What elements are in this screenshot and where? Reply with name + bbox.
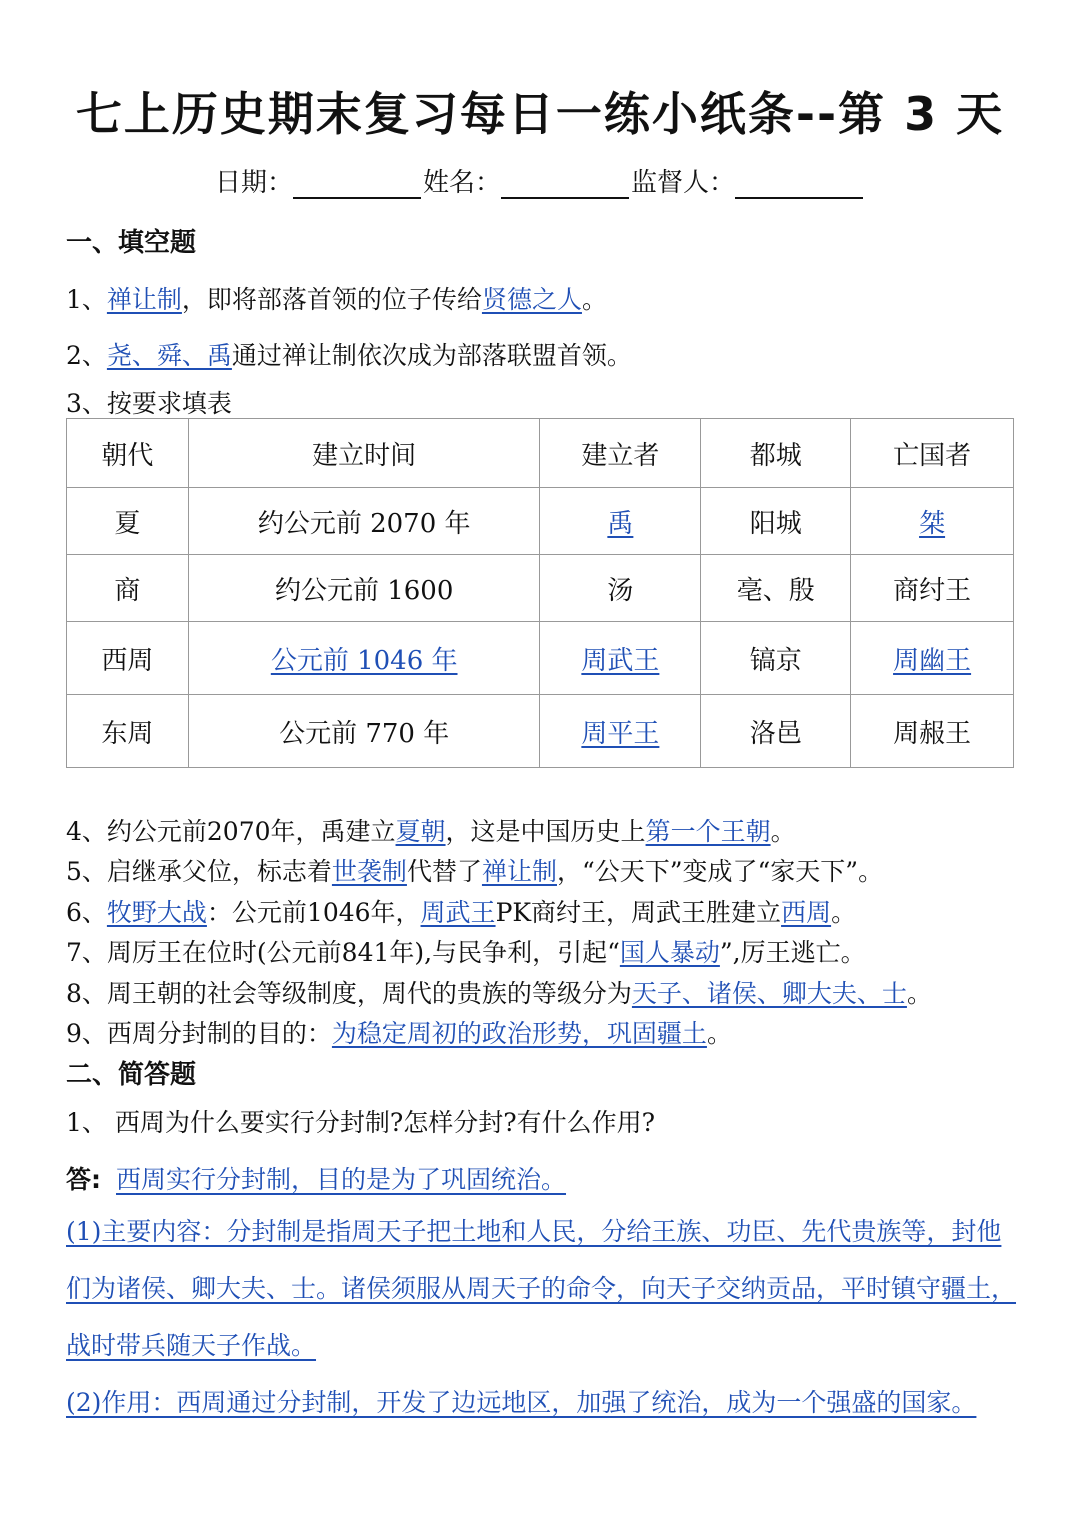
answer-text: 第一个王朝 xyxy=(645,817,771,846)
answer-label: 答: xyxy=(66,1165,101,1194)
question-2: 2、尧、舜、禹通过禅让制依次成为部落联盟首领。 xyxy=(66,341,632,370)
answer-text: 天子、诸侯、卿大夫、士 xyxy=(631,979,907,1008)
answer-text: 公元前 1046 年 xyxy=(270,645,458,676)
section-fill-blank-heading: 一、填空题 xyxy=(66,228,197,258)
table-cell: 约公元前 2070 年 xyxy=(188,488,540,555)
table-header: 朝代 xyxy=(67,419,189,488)
table-cell: 周赧王 xyxy=(851,695,1014,768)
table-cell: 商 xyxy=(67,555,189,622)
table-cell: 阳城 xyxy=(701,488,851,555)
answer-text: 禹 xyxy=(607,508,634,539)
question-3: 3、按要求填表 xyxy=(66,389,232,418)
table-cell: 洛邑 xyxy=(701,695,851,768)
dynasty-table xyxy=(66,418,1014,768)
question-6: 6、牧野大战：公元前1046年，周武王PK商纣王，周武王胜建立西周。 xyxy=(66,898,857,927)
answer-paragraph-2: (2)作用：西周通过分封制，开发了边远地区，加强了统治，成为一个强盛的国家。 xyxy=(66,1388,977,1417)
table-row xyxy=(67,695,1014,768)
table-cell xyxy=(851,622,1014,695)
question-1: 1、禅让制，即将部落首领的位子传给贤德之人。 xyxy=(66,285,607,314)
question-7: 7、周厉王在位时(公元前841年),与民争利，引起“国人暴动”,厉王逃亡。 xyxy=(66,938,866,967)
info-line xyxy=(0,162,1080,199)
answer-text: 周武王 xyxy=(581,645,660,676)
answer-paragraph-1: (1)主要内容：分封制是指周天子把土地和人民，分给王族、功臣、先代贵族等，封他们为诸侯、卿大夫、士。诸侯须服从周天子的命令，向天子交纳贡品，平时镇守疆土，战时带兵随天子作战。 xyxy=(66,1217,1017,1360)
table-cell xyxy=(188,622,540,695)
question-8: 8、周王朝的社会等级制度，周代的贵族的等级分为天子、诸侯、卿大夫、士。 xyxy=(66,979,932,1008)
answer-text: 禅让制 xyxy=(481,857,557,886)
answer-text: 牧野大战 xyxy=(106,898,207,927)
name-blank[interactable] xyxy=(501,169,629,199)
table-cell xyxy=(540,622,701,695)
page-title: 七上历史期末复习每日一练小纸条--第 3 天 xyxy=(75,87,1005,141)
table-cell: 亳、殷 xyxy=(701,555,851,622)
name-label: 姓名： xyxy=(422,168,501,198)
answer-text: 世袭制 xyxy=(331,857,407,886)
table-header: 建立者 xyxy=(540,419,701,488)
question-5: 5、启继承父位，标志着世袭制代替了禅让制，“公天下”变成了“家天下”。 xyxy=(66,857,884,886)
table-cell: 公元前 770 年 xyxy=(188,695,540,768)
table-header: 都城 xyxy=(701,419,851,488)
table-row xyxy=(67,488,1014,555)
table-cell: 东周 xyxy=(67,695,189,768)
answer-text: 禅让制 xyxy=(106,285,182,314)
supervisor-label: 监督人： xyxy=(631,168,736,198)
answer-line-1: 西周实行分封制，目的是为了巩固统治。 xyxy=(116,1165,567,1194)
short-question-1: 1、 西周为什么要实行分封制?怎样分封?有什么作用? xyxy=(66,1108,656,1137)
answer-text: 周平王 xyxy=(581,718,660,749)
question-9: 9、西周分封制的目的：为稳定周初的政治形势，巩固疆土。 xyxy=(66,1019,732,1048)
answer-text: 西周 xyxy=(781,898,832,927)
answer-text: 周幽王 xyxy=(893,645,972,676)
table-header-row xyxy=(67,419,1014,488)
table-cell: 西周 xyxy=(67,622,189,695)
answer-text: 为稳定周初的政治形势，巩固疆土 xyxy=(331,1019,707,1048)
answer-text: 夏朝 xyxy=(395,817,446,846)
question-4: 4、约公元前2070年，禹建立夏朝，这是中国历史上第一个王朝。 xyxy=(66,817,796,846)
table-cell xyxy=(851,488,1014,555)
answer-text: 贤德之人 xyxy=(481,285,582,314)
answer-text: 桀 xyxy=(919,508,946,539)
section-short-answer-heading: 二、简答题 xyxy=(66,1060,197,1090)
supervisor-blank[interactable] xyxy=(735,169,863,199)
answer-text: 周武王 xyxy=(420,898,496,927)
table-cell: 镐京 xyxy=(701,622,851,695)
table-header: 亡国者 xyxy=(851,419,1014,488)
table-header: 建立时间 xyxy=(188,419,540,488)
answer-text: 尧、舜、禹 xyxy=(106,341,232,370)
date-label: 日期： xyxy=(214,168,293,198)
table-cell: 夏 xyxy=(67,488,189,555)
table-cell xyxy=(540,488,701,555)
table-row xyxy=(67,555,1014,622)
date-blank[interactable] xyxy=(293,169,421,199)
table-cell: 商纣王 xyxy=(851,555,1014,622)
table-row xyxy=(67,622,1014,695)
table-cell xyxy=(540,695,701,768)
answer-text: 国人暴动 xyxy=(619,938,720,967)
table-cell: 汤 xyxy=(540,555,701,622)
table-cell: 约公元前 1600 xyxy=(188,555,540,622)
